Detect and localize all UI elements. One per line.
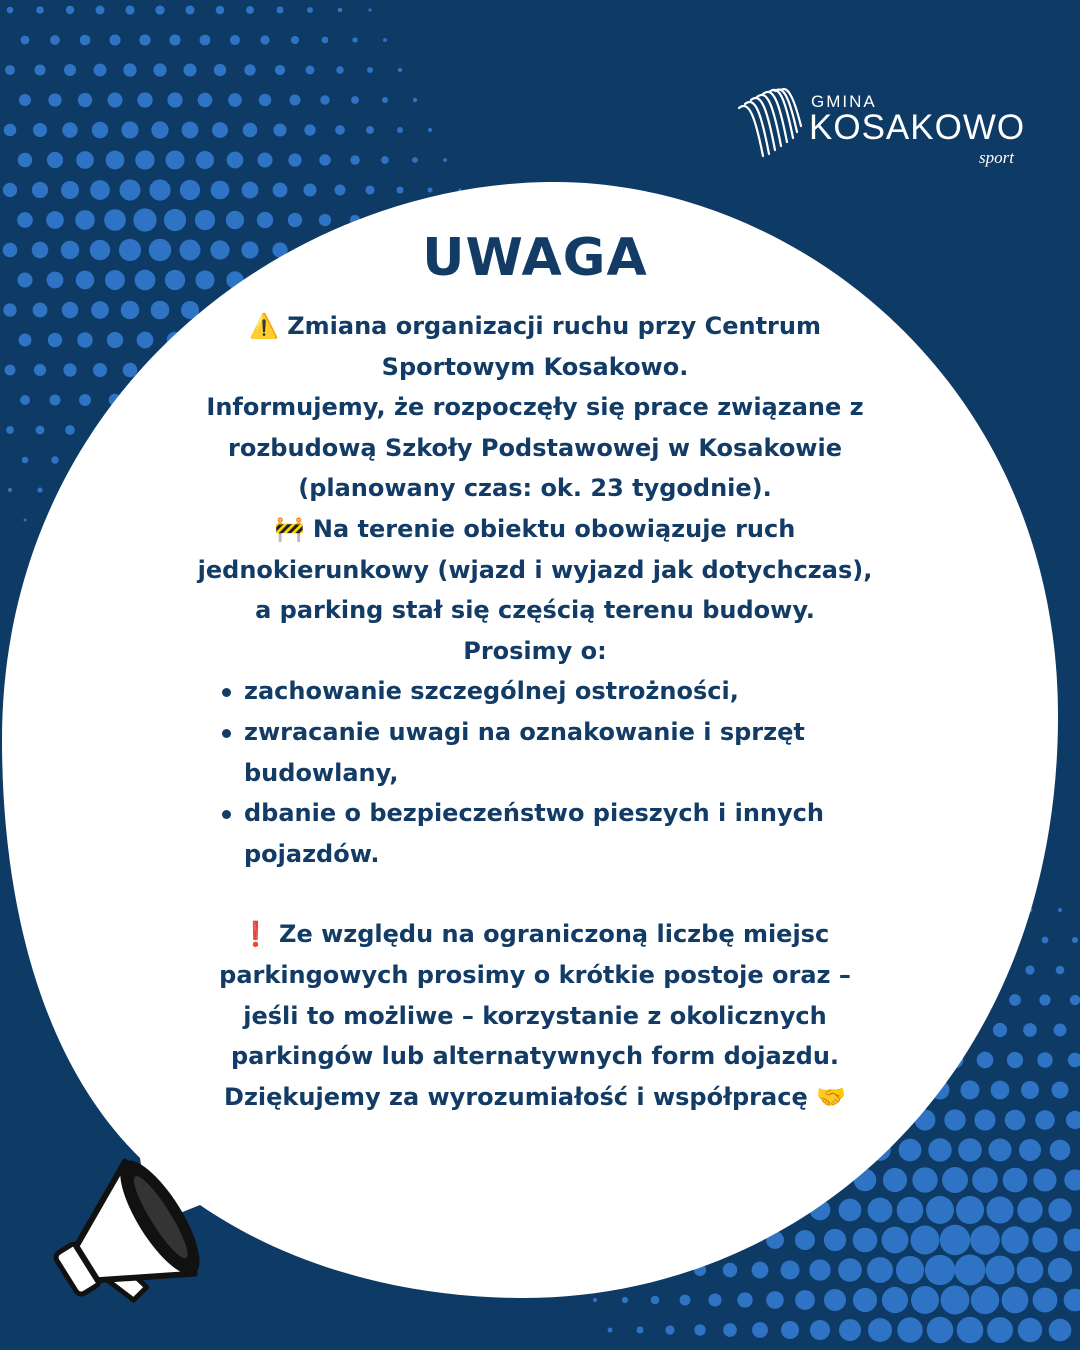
gmina-kosakowo-logo	[735, 86, 1035, 176]
logo-suffix: sport	[979, 148, 1014, 167]
intro-line-1: ⚠️ Zmiana organizacji ruchu przy Centrum	[249, 312, 821, 340]
list-item: zachowanie szczególnej ostrożności,	[218, 671, 880, 712]
list-item: zwracanie uwagi na oznakowanie i sprzęt budowlany,	[218, 712, 880, 793]
megaphone-icon	[28, 1150, 208, 1340]
list-item: dbanie o bezpieczeństwo pieszych i innych pojazdów.	[218, 793, 880, 874]
traffic-paragraph: 🚧 Na terenie obiektu obowiązuje ruch jednokierunkowy (wjazd i wyjazd jak dotychczas), a parking stał się częścią terenu budowy.	[197, 514, 873, 625]
wave-lines-icon	[735, 86, 807, 166]
request-list	[190, 671, 880, 874]
announcement-content	[190, 222, 880, 1117]
intro-line-2: Sportowym Kosakowo.	[381, 352, 689, 381]
thanks-line: Dziękujemy za wyrozumiałość i współpracę 🤝	[224, 1082, 846, 1111]
logo-name: KOSAKOWO	[809, 108, 1026, 147]
info-paragraph: Informujemy, że rozpoczęły się prace związane z rozbudową Szkoły Podstawowej w Kosakowie (planowany czas: ok. 23 tygodnie).	[206, 393, 864, 503]
parking-note: ❗ Ze względu na ograniczoną liczbę miejsc parkingowych prosimy o krótkie postoje oraz – jeśli to możliwe – korzystanie z okolicznych parkingów lub alternatywnych form dojazdu.	[219, 920, 851, 1071]
announcement-title: UWAGA	[422, 228, 648, 288]
spacer	[190, 874, 880, 914]
request-heading: Prosimy o:	[463, 636, 607, 665]
logo-prefix: GMINA	[811, 92, 877, 111]
